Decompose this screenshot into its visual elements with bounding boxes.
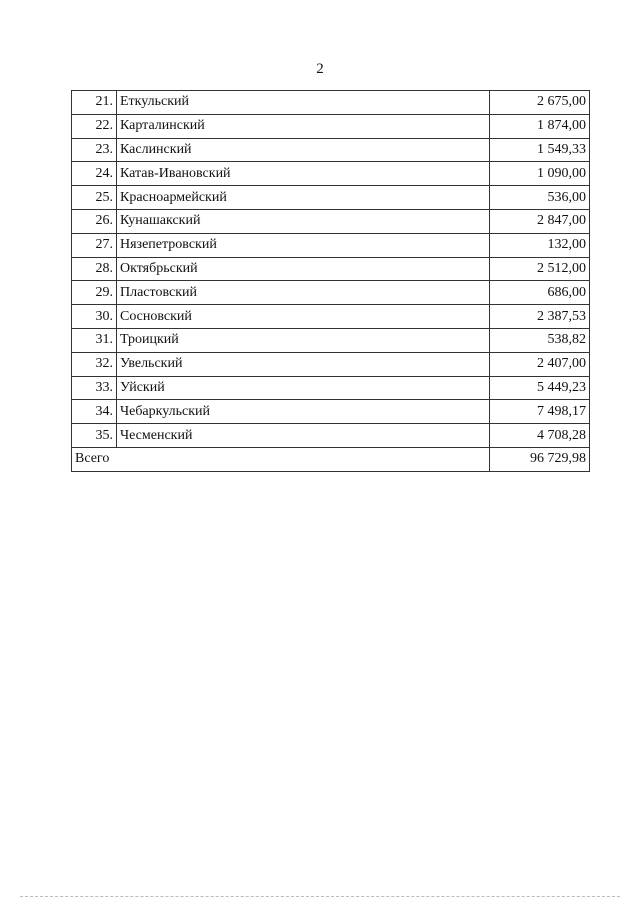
row-number: 26. (72, 209, 117, 233)
district-name: Нязепетровский (117, 233, 490, 257)
district-name: Каслинский (117, 138, 490, 162)
amount-value: 2 387,53 (490, 305, 590, 329)
table-row (72, 281, 590, 305)
amount-value: 536,00 (490, 186, 590, 210)
table-row (72, 233, 590, 257)
row-number: 27. (72, 233, 117, 257)
page-number: 2 (316, 61, 324, 77)
amount-value: 538,82 (490, 328, 590, 352)
amount-value: 132,00 (490, 233, 590, 257)
amount-value: 7 498,17 (490, 400, 590, 424)
amount-value: 2 675,00 (490, 91, 590, 115)
table-row (72, 138, 590, 162)
total-value: 96 729,98 (490, 447, 590, 471)
table-row (72, 376, 590, 400)
table-row (72, 186, 590, 210)
district-name: Уйский (117, 376, 490, 400)
row-number: 22. (72, 114, 117, 138)
amount-value: 4 708,28 (490, 424, 590, 448)
district-name: Кунашакский (117, 209, 490, 233)
table-row (72, 209, 590, 233)
amount-value: 1 874,00 (490, 114, 590, 138)
district-name: Пластовский (117, 281, 490, 305)
district-name: Чебаркульский (117, 400, 490, 424)
district-table (71, 90, 590, 472)
row-number: 23. (72, 138, 117, 162)
row-number: 25. (72, 186, 117, 210)
district-name: Карталинский (117, 114, 490, 138)
amount-value: 2 407,00 (490, 352, 590, 376)
table-row (72, 352, 590, 376)
district-name: Сосновский (117, 305, 490, 329)
table-row (72, 257, 590, 281)
district-name: Троицкий (117, 328, 490, 352)
district-name: Красноармейский (117, 186, 490, 210)
district-name: Чесменский (117, 424, 490, 448)
district-name: Октябрьский (117, 257, 490, 281)
amount-value: 2 512,00 (490, 257, 590, 281)
amount-value: 5 449,23 (490, 376, 590, 400)
table-row (72, 162, 590, 186)
row-number: 29. (72, 281, 117, 305)
amount-value: 2 847,00 (490, 209, 590, 233)
district-name: Катав-Ивановский (117, 162, 490, 186)
row-number: 31. (72, 328, 117, 352)
table-row (72, 305, 590, 329)
amount-value: 1 090,00 (490, 162, 590, 186)
footer-divider (20, 896, 620, 897)
district-name: Еткульский (117, 91, 490, 115)
table-row (72, 328, 590, 352)
amount-value: 1 549,33 (490, 138, 590, 162)
total-row (72, 447, 590, 471)
table-row (72, 400, 590, 424)
row-number: 32. (72, 352, 117, 376)
row-number: 34. (72, 400, 117, 424)
row-number: 21. (72, 91, 117, 115)
table-row (72, 91, 590, 115)
table-row (72, 114, 590, 138)
row-number: 24. (72, 162, 117, 186)
district-name: Увельский (117, 352, 490, 376)
row-number: 33. (72, 376, 117, 400)
row-number: 30. (72, 305, 117, 329)
amount-value: 686,00 (490, 281, 590, 305)
total-label: Всего (72, 447, 490, 471)
row-number: 28. (72, 257, 117, 281)
table-row (72, 424, 590, 448)
row-number: 35. (72, 424, 117, 448)
